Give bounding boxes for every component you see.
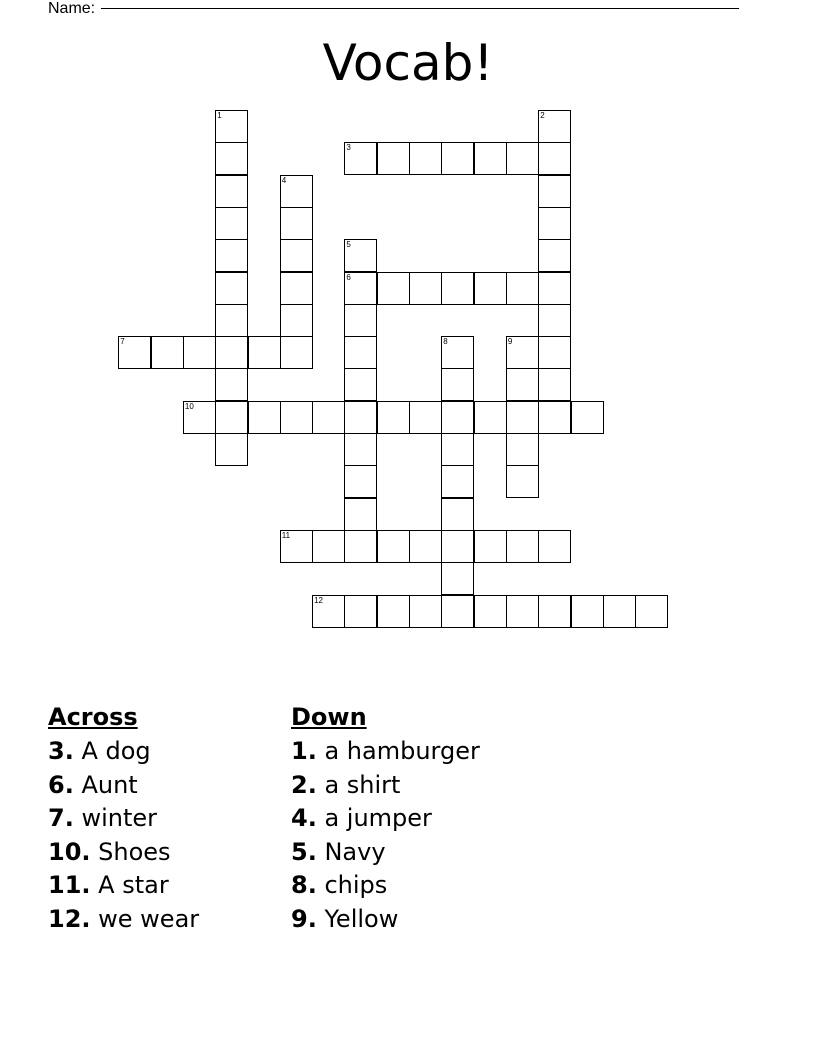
down-clue	[291, 836, 480, 870]
clue-number: 7.	[48, 804, 74, 832]
crossword-cell[interactable]	[506, 142, 539, 175]
crossword-cell[interactable]	[280, 401, 313, 434]
clue-text: Shoes	[90, 837, 171, 866]
crossword-cell[interactable]	[344, 272, 377, 305]
clue-number: 6.	[48, 770, 74, 799]
down-clue	[291, 802, 480, 836]
clue-text: winter	[73, 804, 158, 832]
clue-number: 5	[346, 240, 351, 250]
clue-text: Yellow	[316, 904, 399, 933]
crossword-cell[interactable]	[538, 401, 571, 434]
crossword-cell[interactable]	[183, 401, 216, 434]
crossword-cell[interactable]	[441, 530, 474, 563]
crossword-cell[interactable]	[377, 272, 410, 305]
crossword-cell[interactable]	[280, 336, 313, 369]
across-clue	[48, 903, 199, 937]
crossword-cell[interactable]	[506, 433, 539, 466]
crossword-cell[interactable]	[506, 368, 539, 401]
down-clue	[291, 769, 480, 803]
crossword-cell[interactable]	[280, 239, 313, 272]
across-heading: Across	[48, 703, 138, 731]
crossword-cell[interactable]	[344, 465, 377, 498]
crossword-cell[interactable]	[215, 304, 248, 337]
crossword-cell[interactable]	[215, 110, 248, 143]
crossword-cell[interactable]	[506, 530, 539, 563]
crossword-cell[interactable]	[312, 595, 345, 628]
clue-number: 9	[507, 337, 513, 347]
crossword-cell[interactable]	[474, 401, 507, 434]
crossword-cell[interactable]	[441, 368, 474, 401]
across-clue	[48, 836, 199, 870]
clue-number: 4.	[291, 804, 317, 832]
crossword-cell[interactable]	[441, 498, 474, 531]
crossword-cell[interactable]	[441, 465, 474, 498]
crossword-cell[interactable]	[151, 336, 184, 369]
across-clue	[48, 869, 199, 903]
clue-number: 11.	[48, 871, 91, 899]
clue-number: 6	[346, 272, 351, 282]
crossword-cell[interactable]	[344, 368, 377, 401]
crossword-cell[interactable]	[441, 142, 474, 175]
crossword-cell[interactable]	[474, 530, 507, 563]
crossword-cell[interactable]	[603, 595, 636, 628]
crossword-cell[interactable]	[118, 336, 151, 369]
crossword-cell[interactable]	[280, 304, 313, 337]
clue-text: chips	[316, 871, 388, 899]
crossword-cell[interactable]	[538, 336, 571, 369]
clue-number: 5.	[291, 837, 317, 866]
crossword-cell[interactable]	[344, 142, 377, 175]
crossword-cell[interactable]	[377, 401, 410, 434]
crossword-cell[interactable]	[344, 433, 377, 466]
clue-number: 1	[217, 111, 222, 120]
down-clues	[291, 702, 480, 936]
clue-number: 3.	[48, 737, 74, 765]
crossword-cell[interactable]	[280, 207, 313, 240]
crossword-cell[interactable]	[344, 498, 377, 531]
across-clue	[48, 769, 199, 803]
crossword-cell[interactable]	[248, 401, 281, 434]
crossword-cell[interactable]	[183, 336, 216, 369]
crossword-cell[interactable]	[344, 595, 377, 628]
crossword-cell[interactable]	[344, 401, 377, 434]
clue-text: we wear	[90, 904, 200, 933]
clue-text: Navy	[316, 837, 386, 866]
crossword-cell[interactable]	[538, 239, 571, 272]
crossword-cell[interactable]	[344, 336, 377, 369]
down-clue	[291, 869, 480, 903]
crossword-cell[interactable]	[538, 272, 571, 305]
clue-number: 7	[120, 337, 125, 347]
crossword-cell[interactable]	[571, 401, 604, 434]
crossword-cell[interactable]	[344, 530, 377, 563]
across-clue	[48, 802, 199, 836]
clue-number: 2	[540, 111, 545, 120]
crossword-cell[interactable]	[377, 595, 410, 628]
crossword-cell[interactable]	[215, 239, 248, 272]
crossword-cell[interactable]	[441, 401, 474, 434]
clue-text: a shirt	[316, 770, 401, 799]
clue-text: A star	[90, 871, 169, 899]
crossword-cell[interactable]	[506, 465, 539, 498]
crossword-cell[interactable]	[538, 595, 571, 628]
clue-number: 4	[281, 175, 287, 185]
crossword-cell[interactable]	[280, 272, 313, 305]
crossword-cell[interactable]	[441, 433, 474, 466]
crossword-cell[interactable]	[215, 401, 248, 434]
clue-number: 10.	[48, 837, 91, 866]
crossword-cell[interactable]	[538, 530, 571, 563]
crossword-cell[interactable]	[441, 595, 474, 628]
crossword-cell[interactable]	[312, 401, 345, 434]
crossword-cell[interactable]	[344, 239, 377, 272]
clue-number: 8	[443, 337, 448, 347]
page-title: Vocab!	[322, 34, 494, 92]
across-clue	[48, 735, 199, 769]
clue-number: 12	[314, 595, 323, 605]
across-clue-list	[48, 735, 199, 936]
crossword-cell[interactable]	[344, 304, 377, 337]
clue-number: 2.	[291, 770, 317, 799]
crossword-cell[interactable]	[506, 595, 539, 628]
crossword-cell[interactable]	[571, 595, 604, 628]
down-heading: Down	[291, 703, 367, 731]
clue-text: Aunt	[73, 770, 138, 799]
crossword-cell[interactable]	[441, 562, 474, 595]
crossword-cell[interactable]	[409, 272, 442, 305]
crossword-cell[interactable]	[215, 207, 248, 240]
crossword-cell[interactable]	[538, 368, 571, 401]
crossword-cell[interactable]	[215, 272, 248, 305]
crossword-cell[interactable]	[409, 142, 442, 175]
crossword-cell[interactable]	[538, 110, 571, 143]
crossword-cell[interactable]	[377, 142, 410, 175]
crossword-cell[interactable]	[377, 530, 410, 563]
clue-text: a jumper	[316, 804, 432, 832]
clue-number: 1.	[291, 737, 317, 765]
crossword-cell[interactable]	[506, 272, 539, 305]
crossword-cell[interactable]	[474, 595, 507, 628]
crossword-cell[interactable]	[248, 336, 281, 369]
crossword-cell[interactable]	[441, 272, 474, 305]
clue-number: 9.	[291, 904, 317, 933]
down-clue	[291, 903, 480, 937]
crossword-cell[interactable]	[474, 272, 507, 305]
clue-number: 10	[184, 401, 194, 411]
crossword-cell[interactable]	[215, 175, 248, 208]
clue-number: 3	[346, 143, 351, 153]
crossword-cell[interactable]	[215, 368, 248, 401]
name-label: Name:	[48, 0, 96, 17]
crossword-cell[interactable]	[312, 530, 345, 563]
across-clues	[48, 702, 199, 936]
crossword-cell[interactable]	[215, 433, 248, 466]
crossword-cell[interactable]	[506, 401, 539, 434]
crossword-cell[interactable]	[538, 175, 571, 208]
clue-text: A dog	[73, 737, 151, 765]
down-clue	[291, 735, 480, 769]
clue-number: 11	[281, 530, 291, 540]
clue-text: a hamburger	[316, 737, 480, 765]
crossword-cell[interactable]	[538, 142, 571, 175]
crossword-cell[interactable]	[441, 336, 474, 369]
down-clue-list	[291, 735, 480, 936]
crossword-cell[interactable]	[538, 207, 571, 240]
clue-number: 12.	[48, 904, 91, 933]
crossword-cell[interactable]	[538, 304, 571, 337]
crossword-cell[interactable]	[215, 336, 248, 369]
crossword-cell[interactable]	[280, 175, 313, 208]
crossword-cell[interactable]	[506, 336, 539, 369]
crossword-cell[interactable]	[474, 142, 507, 175]
crossword-cell[interactable]	[409, 530, 442, 563]
crossword-cell[interactable]	[409, 595, 442, 628]
crossword-cell[interactable]	[280, 530, 313, 563]
crossword-cell[interactable]	[635, 595, 668, 628]
crossword-cell[interactable]	[215, 142, 248, 175]
crossword-cell[interactable]	[409, 401, 442, 434]
clue-number: 8.	[291, 871, 317, 899]
